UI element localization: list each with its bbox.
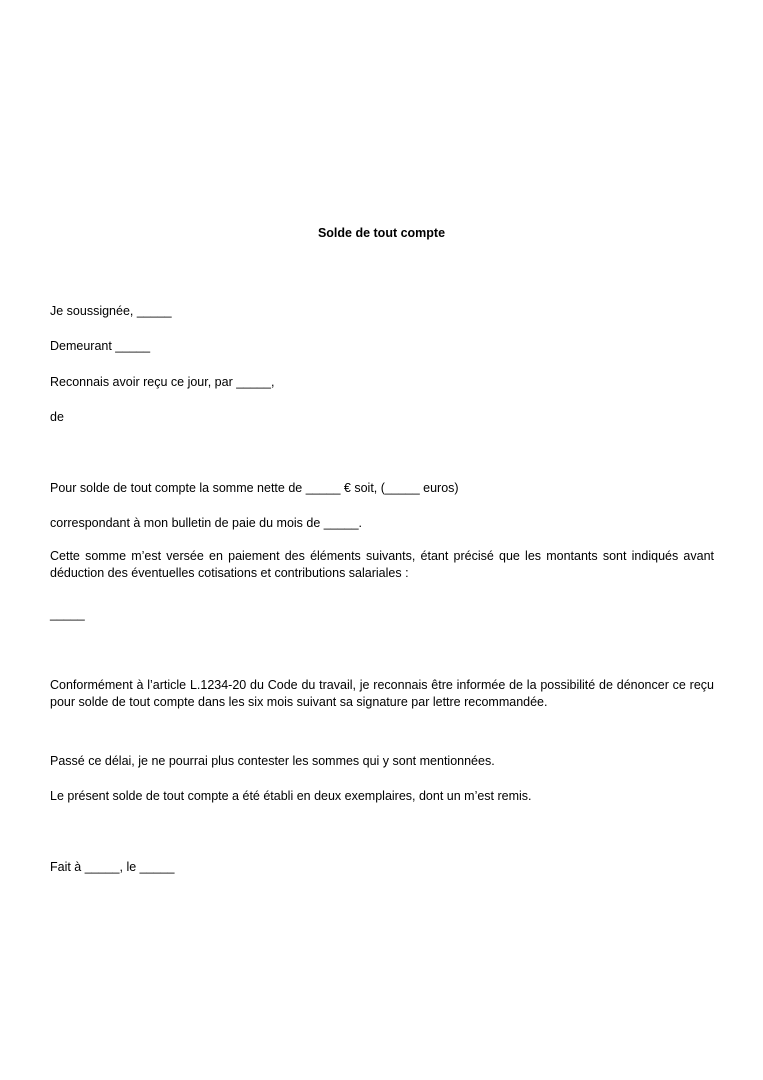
line-exemplaires: Le présent solde de tout compte a été établi en deux exemplaires, dont un m’est remis. — [50, 789, 532, 803]
line-fait-a: Fait à _____, le _____ — [50, 860, 175, 874]
paragraph-conformement: Conformément à l’article L.1234-20 du Code du travail, je reconnais être informée de la possibilité de dénoncer ce reçu pour solde de tout compte dans les six mois suivant sa signature par lettre recommandée. — [50, 678, 714, 709]
line-reconnais: Reconnais avoir reçu ce jour, par _____, — [50, 375, 275, 389]
line-demeurant: Demeurant _____ — [50, 339, 151, 353]
line-bulletin: correspondant à mon bulletin de paie du mois de _____. — [50, 516, 363, 530]
line-de: de — [50, 410, 64, 424]
document-title: Solde de tout compte — [317, 226, 446, 240]
line-passe-delai: Passé ce délai, je ne pourrai plus contester les sommes qui y sont mentionnées. — [50, 754, 495, 768]
line-somme-nette: Pour solde de tout compte la somme nette de _____ € soit, (_____ euros) — [50, 481, 459, 495]
paragraph-elements: Cette somme m’est versée en paiement des éléments suivants, étant précisé que les montants sont indiqués avant déduction des éventuelles cotisations et contributions salariales : — [50, 549, 714, 580]
line-soussignee: Je soussignée, _____ — [50, 304, 172, 318]
line-elements-blank: _____ — [50, 607, 85, 621]
